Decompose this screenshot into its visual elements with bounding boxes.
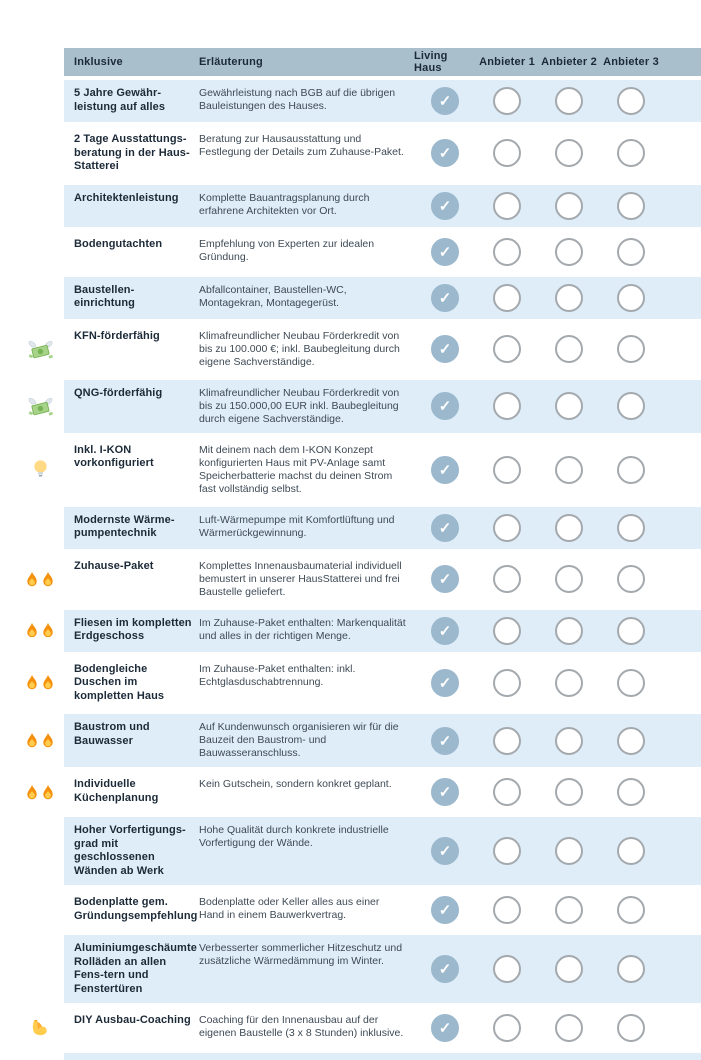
table-row [64, 277, 701, 319]
table-row [64, 380, 701, 433]
row-icon-gutter [18, 277, 62, 319]
feature-name: Individuelle Küchenplanung [74, 778, 159, 804]
feature-name: Bodengutachten [74, 237, 163, 250]
fire-icon [25, 571, 39, 588]
check-cell-anbieter-1 [493, 1014, 521, 1042]
check-empty-icon [493, 896, 521, 924]
feature-name: KFN-förderfähig [74, 329, 160, 342]
row-icon-gutter [18, 507, 62, 549]
feature-description: Kein Gutschein, sondern konkret geplant. [199, 778, 392, 790]
check-cell-anbieter-2 [555, 514, 583, 542]
check-cell-anbieter-3 [617, 87, 645, 115]
check-cell-anbieter-3 [617, 955, 645, 983]
check-filled-icon: ✓ [431, 896, 459, 924]
check-cell-anbieter-1 [493, 87, 521, 115]
table-row [64, 771, 701, 813]
check-empty-icon [493, 727, 521, 755]
check-filled-icon: ✓ [431, 565, 459, 593]
check-empty-icon [555, 669, 583, 697]
check-cell-living-haus [431, 617, 459, 645]
check-cell-living-haus [431, 238, 459, 266]
check-cell-anbieter-1 [493, 192, 521, 220]
fire-icon [25, 622, 39, 639]
check-cell-anbieter-3 [617, 456, 645, 484]
check-empty-icon [617, 565, 645, 593]
table-row [64, 1007, 701, 1049]
check-cell-anbieter-2 [555, 896, 583, 924]
fire-icon [41, 674, 55, 691]
check-empty-icon [555, 837, 583, 865]
feature-name: Bodengleiche Duschen im kompletten Haus [74, 662, 165, 702]
check-cell-living-haus [431, 139, 459, 167]
row-icon-gutter [18, 553, 62, 606]
check-cell-anbieter-3 [617, 284, 645, 312]
check-empty-icon [555, 87, 583, 115]
row-icon-gutter [18, 185, 62, 227]
check-filled-icon: ✓ [431, 87, 459, 115]
row-icon-gutter [18, 80, 62, 122]
row-icon-gutter [18, 935, 62, 1003]
check-cell-anbieter-2 [555, 392, 583, 420]
feature-name: QNG-förderfähig [74, 386, 163, 399]
check-cell-anbieter-2 [555, 727, 583, 755]
feature-name: Baustellen-einrichtung [74, 283, 135, 309]
check-cell-anbieter-1 [493, 456, 521, 484]
check-filled-icon: ✓ [431, 192, 459, 220]
check-cell-anbieter-1 [493, 669, 521, 697]
feature-description: Im Zuhause-Paket enthalten: inkl. Echtglasduschabtrennung. [199, 662, 356, 688]
feature-description: Im Zuhause-Paket enthalten: Markenqualität und alles in der richtigen Menge. [199, 616, 406, 642]
check-empty-icon [617, 837, 645, 865]
check-cell-living-haus [431, 1014, 459, 1042]
column-header-anbieter-1: Anbieter 1 [479, 56, 535, 68]
check-filled-icon: ✓ [431, 727, 459, 755]
check-empty-icon [555, 192, 583, 220]
check-cell-anbieter-2 [555, 669, 583, 697]
check-cell-living-haus [431, 669, 459, 697]
check-empty-icon [555, 284, 583, 312]
row-icon-gutter [18, 610, 62, 652]
check-empty-icon [493, 139, 521, 167]
check-empty-icon [555, 778, 583, 806]
check-empty-icon [555, 1014, 583, 1042]
check-empty-icon [493, 778, 521, 806]
check-empty-icon [617, 392, 645, 420]
check-empty-icon [617, 955, 645, 983]
check-empty-icon [555, 727, 583, 755]
check-cell-anbieter-1 [493, 238, 521, 266]
check-cell-anbieter-2 [555, 1014, 583, 1042]
check-empty-icon [617, 284, 645, 312]
feature-name: Hoher Vorfertigungs-grad mit geschlossenen Wänden ab Werk [74, 824, 186, 877]
check-filled-icon: ✓ [431, 335, 459, 363]
table-body [64, 80, 701, 1049]
check-cell-anbieter-1 [493, 284, 521, 312]
check-cell-living-haus [431, 284, 459, 312]
row-icon-gutter [18, 323, 62, 376]
check-cell-anbieter-2 [555, 778, 583, 806]
check-empty-icon [555, 392, 583, 420]
feature-name: Baustrom und Bauwasser [74, 721, 150, 747]
check-cell-anbieter-3 [617, 392, 645, 420]
row-icon-gutter [18, 889, 62, 931]
check-filled-icon: ✓ [431, 669, 459, 697]
check-empty-icon [493, 617, 521, 645]
fire-icon [25, 732, 39, 749]
check-empty-icon [493, 392, 521, 420]
check-empty-icon [493, 669, 521, 697]
check-cell-anbieter-3 [617, 335, 645, 363]
table-row [64, 714, 701, 767]
check-empty-icon [555, 456, 583, 484]
check-cell-living-haus [431, 87, 459, 115]
table-row [64, 817, 701, 885]
feature-description: Klimafreundlicher Neubau Förderkredit von bis zu 100.000 €; inkl. Baubegleitung durch eigene Sachverständige. [199, 329, 400, 368]
check-empty-icon [617, 139, 645, 167]
table-row [64, 610, 701, 652]
check-empty-icon [617, 727, 645, 755]
check-cell-living-haus [431, 565, 459, 593]
check-filled-icon: ✓ [431, 955, 459, 983]
check-filled-icon: ✓ [431, 514, 459, 542]
feature-description: Abfallcontainer, Baustellen-WC, Montagekran, Montagegerüst. [199, 283, 347, 309]
check-empty-icon [493, 192, 521, 220]
feature-description: Klimafreundlicher Neubau Förderkredit von bis zu 150.000,00 EUR inkl. Baubegleitung durch eigene Sachverständige. [199, 386, 400, 425]
feature-name: Architektenleistung [74, 191, 179, 204]
check-cell-anbieter-3 [617, 1014, 645, 1042]
feature-name: 2 Tage Ausstattungs-beratung in der Haus-Statterei [74, 133, 190, 172]
feature-description: Beratung zur Hausausstattung und Festlegung der Details zum Zuhause-Paket. [199, 133, 404, 158]
feature-description: Luft-Wärmepumpe mit Komfortlüftung und Wärmerückgewinnung. [199, 513, 395, 539]
feature-description: Coaching für den Innenausbau auf der eigenen Baustelle (3 x 8 Stunden) inklusive. [199, 1014, 404, 1039]
column-header-anbieter-2: Anbieter 2 [541, 56, 597, 68]
lightbulb-icon [31, 459, 50, 480]
muscle-icon [30, 1019, 50, 1037]
fire-icon [25, 674, 39, 691]
fire-icon [41, 622, 55, 639]
table-row [64, 889, 701, 931]
feature-name: Aluminiumgeschäumte Rolläden an allen Fens-tern und Fenstertüren [74, 942, 197, 995]
check-empty-icon [493, 565, 521, 593]
check-empty-icon [555, 238, 583, 266]
table-row [64, 80, 701, 122]
check-cell-anbieter-1 [493, 335, 521, 363]
check-filled-icon: ✓ [431, 139, 459, 167]
check-cell-anbieter-1 [493, 727, 521, 755]
check-empty-icon [493, 456, 521, 484]
row-icon-gutter [18, 817, 62, 885]
check-cell-anbieter-1 [493, 617, 521, 645]
check-empty-icon [493, 87, 521, 115]
check-filled-icon: ✓ [431, 837, 459, 865]
check-cell-anbieter-1 [493, 778, 521, 806]
table-row [64, 126, 701, 181]
check-filled-icon: ✓ [431, 1014, 459, 1042]
check-empty-icon [617, 238, 645, 266]
check-empty-icon [617, 87, 645, 115]
check-cell-anbieter-2 [555, 87, 583, 115]
check-cell-anbieter-3 [617, 192, 645, 220]
check-empty-icon [493, 837, 521, 865]
money-wings-icon [27, 339, 54, 360]
check-cell-anbieter-1 [493, 514, 521, 542]
check-cell-anbieter-2 [555, 955, 583, 983]
check-cell-anbieter-2 [555, 565, 583, 593]
row-icon-gutter [18, 380, 62, 433]
fire-icon [25, 784, 39, 801]
fire-icon [41, 732, 55, 749]
check-cell-anbieter-2 [555, 139, 583, 167]
check-cell-anbieter-3 [617, 617, 645, 645]
check-cell-anbieter-1 [493, 837, 521, 865]
check-filled-icon: ✓ [431, 778, 459, 806]
check-empty-icon [617, 514, 645, 542]
check-empty-icon [555, 514, 583, 542]
feature-name: 5 Jahre Gewähr-leistung auf alles [74, 87, 166, 113]
check-cell-anbieter-1 [493, 565, 521, 593]
check-cell-anbieter-1 [493, 392, 521, 420]
comparison-table [64, 48, 701, 1060]
check-cell-living-haus [431, 192, 459, 220]
check-empty-icon [617, 669, 645, 697]
check-filled-icon: ✓ [431, 392, 459, 420]
row-icon-gutter [18, 714, 62, 767]
column-header-inklusive: Inklusive [74, 56, 123, 68]
feature-description: Bodenplatte oder Keller alles aus einer Hand in einem Bauwerkvertrag. [199, 896, 380, 921]
check-empty-icon [617, 335, 645, 363]
column-header-anbieter-3: Anbieter 3 [603, 56, 659, 68]
check-filled-icon: ✓ [431, 238, 459, 266]
fire-icon [41, 571, 55, 588]
check-empty-icon [617, 1014, 645, 1042]
feature-description: Hohe Qualität durch konkrete industrielle Vorfertigung der Wände. [199, 824, 389, 849]
feature-description: Komplette Bauantragsplanung durch erfahrene Architekten vor Ort. [199, 191, 370, 217]
check-cell-anbieter-1 [493, 955, 521, 983]
table-row [64, 935, 701, 1003]
check-cell-anbieter-2 [555, 837, 583, 865]
check-empty-icon [493, 1014, 521, 1042]
check-empty-icon [617, 617, 645, 645]
check-cell-anbieter-3 [617, 238, 645, 266]
feature-description: Empfehlung von Experten zur idealen Gründung. [199, 237, 375, 263]
check-cell-living-haus [431, 456, 459, 484]
check-empty-icon [555, 139, 583, 167]
row-icon-gutter [18, 1007, 62, 1049]
check-cell-anbieter-3 [617, 514, 645, 542]
feature-description: Gewährleistung nach BGB auf die übrigen Bauleistungen des Hauses. [199, 87, 396, 112]
check-cell-living-haus [431, 727, 459, 755]
check-cell-anbieter-2 [555, 238, 583, 266]
check-empty-icon [617, 192, 645, 220]
check-empty-icon [493, 955, 521, 983]
check-cell-living-haus [431, 335, 459, 363]
feature-name: Zuhause-Paket [74, 559, 154, 572]
check-cell-living-haus [431, 955, 459, 983]
table-header [64, 48, 701, 76]
check-cell-anbieter-3 [617, 139, 645, 167]
feature-description: Mit deinem nach dem I-KON Konzept konfigurierten Haus mit PV-Anlage samt Speicherbatterie machst du deinen Strom fast vollständig selbst. [199, 443, 393, 495]
check-empty-icon [493, 514, 521, 542]
check-empty-icon [493, 335, 521, 363]
check-empty-icon [555, 955, 583, 983]
feature-description: Komplettes Innenausbaumaterial individuell bemustert in unserer HausStatterei und frei Baustelle geliefert. [199, 559, 402, 598]
check-cell-anbieter-3 [617, 778, 645, 806]
check-filled-icon: ✓ [431, 284, 459, 312]
check-empty-icon [555, 896, 583, 924]
money-wings-icon [27, 396, 54, 417]
bottom-strip [64, 1053, 701, 1060]
check-cell-anbieter-3 [617, 669, 645, 697]
row-icon-gutter [18, 437, 62, 503]
table-row [64, 553, 701, 606]
check-cell-anbieter-2 [555, 335, 583, 363]
check-cell-anbieter-3 [617, 837, 645, 865]
feature-name: Inkl. I-KON vorkonfiguriert [74, 443, 154, 469]
check-empty-icon [493, 284, 521, 312]
table-row [64, 656, 701, 711]
check-empty-icon [555, 617, 583, 645]
check-cell-anbieter-3 [617, 727, 645, 755]
check-cell-anbieter-1 [493, 139, 521, 167]
column-header-erlaeuterung: Erläuterung [199, 56, 263, 68]
check-empty-icon [493, 238, 521, 266]
check-cell-living-haus [431, 837, 459, 865]
check-cell-living-haus [431, 514, 459, 542]
check-cell-anbieter-1 [493, 896, 521, 924]
check-empty-icon [617, 778, 645, 806]
feature-description: Verbesserter sommerlicher Hitzeschutz und zusätzliche Wärmedämmung im Winter. [199, 942, 403, 967]
check-filled-icon: ✓ [431, 456, 459, 484]
row-icon-gutter [18, 771, 62, 813]
check-filled-icon: ✓ [431, 617, 459, 645]
check-cell-living-haus [431, 778, 459, 806]
feature-name: DIY Ausbau-Coaching [74, 1014, 191, 1026]
table-row [64, 185, 701, 227]
table-row [64, 231, 701, 273]
check-cell-anbieter-2 [555, 284, 583, 312]
check-empty-icon [617, 456, 645, 484]
check-empty-icon [555, 335, 583, 363]
check-cell-anbieter-2 [555, 617, 583, 645]
check-cell-anbieter-3 [617, 565, 645, 593]
check-cell-anbieter-2 [555, 456, 583, 484]
table-row [64, 507, 701, 549]
check-cell-anbieter-2 [555, 192, 583, 220]
feature-description: Auf Kundenwunsch organisieren wir für die Bauzeit den Baustrom- und Bauwasseranschluss. [199, 721, 399, 759]
row-icon-gutter [18, 656, 62, 711]
check-cell-living-haus [431, 896, 459, 924]
check-empty-icon [617, 896, 645, 924]
row-icon-gutter [18, 231, 62, 273]
check-cell-anbieter-3 [617, 896, 645, 924]
feature-name: Fliesen im kompletten Erdgeschoss [74, 616, 192, 642]
table-row [64, 437, 701, 503]
row-icon-gutter [18, 126, 62, 181]
column-header-living-haus: Living Haus [414, 50, 448, 74]
feature-name: Bodenplatte gem. Gründungsempfehlung [74, 896, 198, 922]
check-empty-icon [555, 565, 583, 593]
check-cell-living-haus [431, 392, 459, 420]
table-row [64, 323, 701, 376]
feature-name: Modernste Wärme-pumpentechnik [74, 513, 175, 539]
fire-icon [41, 784, 55, 801]
